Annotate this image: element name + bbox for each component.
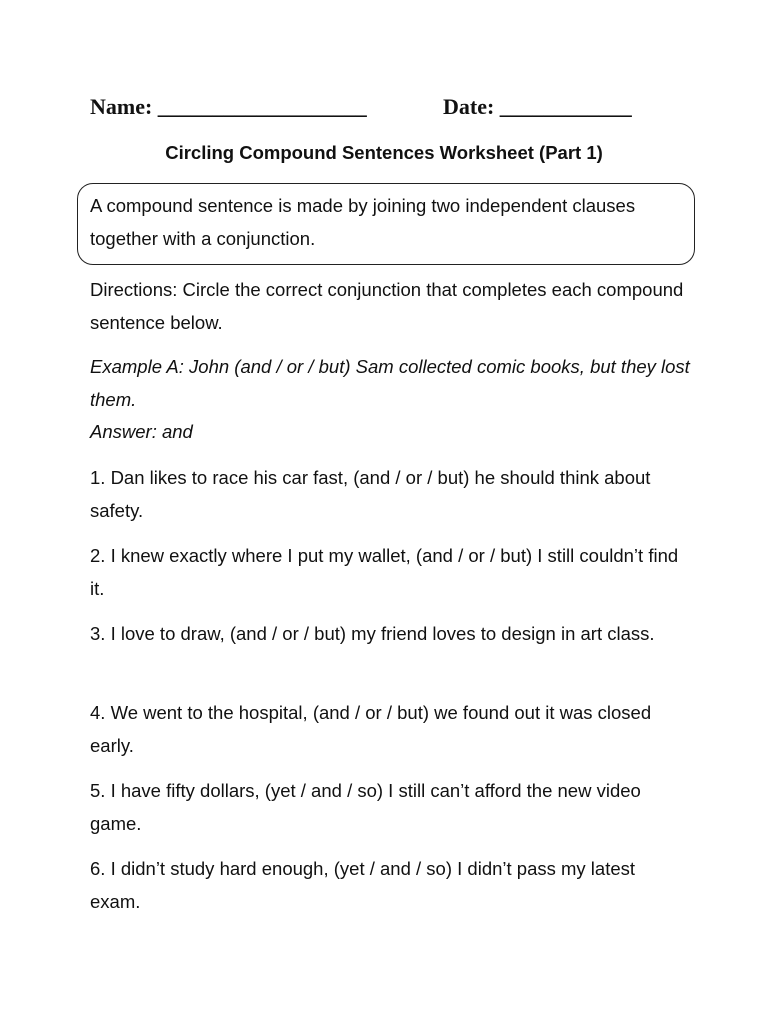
question-1 <box>90 462 690 527</box>
question-4 <box>90 697 690 762</box>
question-text: 4. We went to the hospital, (and / or / but) we found out it was closed early. <box>90 702 652 756</box>
worksheet-title: Circling Compound Sentences Worksheet (Part 1) <box>165 142 603 163</box>
worksheet-header <box>90 92 690 122</box>
question-text: 1. Dan likes to race his car fast, (and / or / but) he should think about safety. <box>90 467 651 521</box>
question-text: 5. I have fifty dollars, (yet / and / so) I still can’t afford the new video game. <box>90 780 641 834</box>
example-answer: Answer: and <box>90 421 193 442</box>
name-field: Name: ___________________ <box>90 94 367 119</box>
example-block <box>90 351 690 449</box>
question-5 <box>90 775 690 840</box>
question-text: 6. I didn’t study hard enough, (yet / and / so) I didn’t pass my latest exam. <box>90 858 636 912</box>
question-text: 3. I love to draw, (and / or / but) my friend loves to design in art class. <box>90 623 655 644</box>
question-6 <box>90 853 690 918</box>
question-text: 2. I knew exactly where I put my wallet, (and / or / but) I still couldn’t find it. <box>90 545 679 599</box>
date-field: Date: ____________ <box>443 94 632 119</box>
question-2 <box>90 540 690 605</box>
example-text: Example A: John (and / or / but) Sam collected comic books, but they lost them. <box>90 356 690 410</box>
directions-text: Directions: Circle the correct conjunction that completes each compound sentence below. <box>90 279 684 333</box>
definition-text: A compound sentence is made by joining two independent clauses together with a conjunction. <box>90 195 636 249</box>
question-3 <box>90 618 690 651</box>
directions <box>90 274 690 339</box>
